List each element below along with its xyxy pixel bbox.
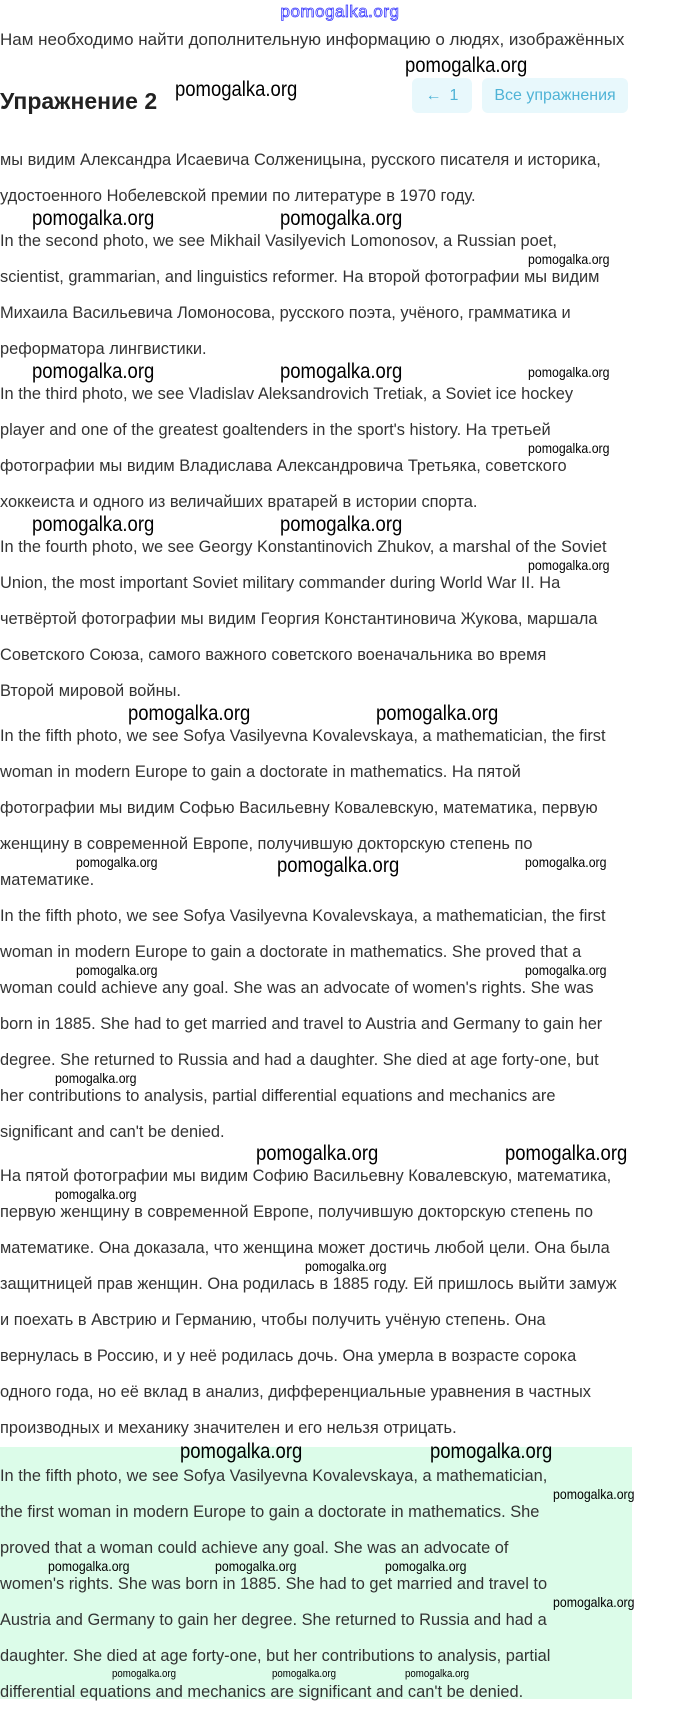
watermark: pomogalka.org <box>505 1142 628 1165</box>
text-line: player and one of the greatest goaltenders in the sport's history. На третьей <box>0 420 551 439</box>
text-line: Михаила Васильевича Ломоносова, русского поэта, учёного, грамматика и <box>0 303 571 322</box>
text-line: математике. <box>0 870 95 889</box>
text-line: daughter. She died at age forty-one, but her contributions to analysis, partial <box>0 1646 551 1665</box>
watermark: pomogalka.org <box>180 1440 303 1463</box>
text-line: реформатора лингвистики. <box>0 339 207 358</box>
text-line: одного года, но её вклад в анализ, дифференциальные уравнения в частных <box>0 1382 591 1401</box>
text-line: Union, the most important Soviet military commander during World War II. На <box>0 573 561 592</box>
text-line: первую женщину в современной Европе, получившую докторскую степень по <box>0 1202 593 1221</box>
text-line: Второй мировой войны. <box>0 681 181 700</box>
watermark: pomogalka.org <box>175 78 298 101</box>
page-title: Упражнение 2 <box>0 88 158 114</box>
watermark: pomogalka.org <box>280 207 403 230</box>
watermark: pomogalka.org <box>528 251 610 267</box>
paragraph <box>0 1158 617 1455</box>
watermark: pomogalka.org <box>528 364 610 380</box>
text-line: мы видим Александра Исаевича Солженицына, русского писателя и историка, <box>0 150 601 169</box>
watermark: pomogalka.org <box>76 854 158 870</box>
intro-text: Нам необходимо найти дополнительную информацию о людях, изображённых <box>0 30 625 49</box>
paragraph <box>0 718 606 907</box>
text-line: the first woman in modern Europe to gain a doctorate in mathematics. She <box>0 1502 540 1521</box>
watermark: pomogalka.org <box>32 360 155 383</box>
watermark: pomogalka.org <box>305 1258 387 1274</box>
paragraph <box>0 376 573 529</box>
text-line: На пятой фотографии мы видим Софию Васильевну Ковалевскую, математика, <box>0 1166 612 1185</box>
watermark: pomogalka.org <box>525 962 607 978</box>
watermark: pomogalka.org <box>385 1558 467 1574</box>
watermark: pomogalka.org <box>525 854 607 870</box>
text-line: degree. She returned to Russia and had a daughter. She died at age forty-one, but <box>0 1050 599 1069</box>
watermark: pomogalka.org <box>280 513 403 536</box>
text-line: In the fifth photo, we see Sofya Vasilyevna Kovalevskaya, a mathematician, the first <box>0 906 606 925</box>
paragraph <box>0 223 599 376</box>
text-line: и поехать в Австрию и Германию, чтобы получить учёную степень. Она <box>0 1310 546 1329</box>
watermark: pomogalka.org <box>256 1142 379 1165</box>
text-line: фотографии мы видим Софью Васильевну Ковалевскую, математика, первую <box>0 798 598 817</box>
text-line: Austria and Germany to gain her degree. She returned to Russia and had a <box>0 1610 547 1629</box>
text-line: In the fifth photo, we see Sofya Vasilyevna Kovalevskaya, a mathematician, the first <box>0 726 606 745</box>
watermark: pomogalka.org <box>48 1558 130 1574</box>
text-line: хоккеиста и одного из величайших вратарей в истории спорта. <box>0 492 478 511</box>
text-line: woman could achieve any goal. She was an advocate of women's rights. She was <box>0 978 594 997</box>
text-line: differential equations and mechanics are significant and can't be denied. <box>0 1682 524 1701</box>
watermark: pomogalka.org <box>376 702 499 725</box>
watermark: pomogalka.org <box>55 1070 137 1086</box>
text-line: производных и механику значителен и его нельзя отрицать. <box>0 1418 457 1437</box>
watermark: pomogalka.org <box>272 1668 337 1680</box>
previous-exercise-label: 1 <box>449 86 459 104</box>
watermark: pomogalka.org <box>112 1668 177 1680</box>
watermark-top: pomogalka.org <box>280 2 400 21</box>
watermark: pomogalka.org <box>32 207 155 230</box>
text-line: In the third photo, we see Vladislav Aleksandrovich Tretiak, a Soviet ice hockey <box>0 384 574 403</box>
watermark: pomogalka.org <box>215 1558 297 1574</box>
watermark: pomogalka.org <box>405 54 528 77</box>
watermark: pomogalka.org <box>528 440 610 456</box>
text-line: математике. Она доказала, что женщина может достичь любой цели. Она была <box>0 1238 610 1257</box>
text-line: In the second photo, we see Mikhail Vasilyevich Lomonosov, a Russian poet, <box>0 231 557 250</box>
text-line: защитницей прав женщин. Она родилась в 1885 году. Ей пришлось выйти замуж <box>0 1274 617 1293</box>
watermark: pomogalka.org <box>528 557 610 573</box>
arrow-left-icon: ← <box>425 86 442 104</box>
watermark: pomogalka.org <box>277 854 400 877</box>
paragraph <box>0 529 607 718</box>
text-line: фотографии мы видим Владислава Александровича Третьяка, советского <box>0 456 567 475</box>
text-line: Советского Союза, самого важного советского военачальника во время <box>0 645 547 664</box>
text-line: women's rights. She was born in 1885. She had to get married and travel to <box>0 1574 548 1593</box>
text-line: born in 1885. She had to get married and travel to Austria and Germany to gain her <box>0 1014 603 1033</box>
watermark: pomogalka.org <box>280 360 403 383</box>
watermark: pomogalka.org <box>128 702 251 725</box>
text-line: четвёртой фотографии мы видим Георгия Константиновича Жукова, маршала <box>0 609 598 628</box>
watermark: pomogalka.org <box>430 1440 553 1463</box>
watermark: pomogalka.org <box>32 513 155 536</box>
watermark: pomogalka.org <box>553 1594 635 1610</box>
all-exercises-button[interactable]: Все упражнения <box>482 78 628 113</box>
watermark: pomogalka.org <box>405 1668 470 1680</box>
watermark: pomogalka.org <box>55 1186 137 1202</box>
watermark: pomogalka.org <box>76 962 158 978</box>
text-line: woman in modern Europe to gain a doctorate in mathematics. She proved that a <box>0 942 582 961</box>
text-line: significant and can't be denied. <box>0 1122 225 1141</box>
watermark: pomogalka.org <box>553 1486 635 1502</box>
text-line: In the fifth photo, we see Sofya Vasilyevna Kovalevskaya, a mathematician, <box>0 1466 548 1485</box>
text-line: scientist, grammarian, and linguistics reformer. На второй фотографии мы видим <box>0 267 600 286</box>
text-line: In the fourth photo, we see Georgy Konstantinovich Zhukov, a marshal of the Soviet <box>0 537 607 556</box>
previous-exercise-button[interactable] <box>412 78 472 113</box>
text-line: вернулась в Россию, и у неё родилась дочь. Она умерла в возрасте сорока <box>0 1346 577 1365</box>
text-line: her contributions to analysis, partial differential equations and mechanics are <box>0 1086 556 1105</box>
text-line: proved that a woman could achieve any goal. She was an advocate of <box>0 1538 509 1557</box>
paragraph <box>0 898 606 1159</box>
text-line: удостоенного Нобелевской премии по литературе в 1970 году. <box>0 186 476 205</box>
text-line: женщину в современной Европе, получившую докторскую степень по <box>0 834 533 853</box>
text-line: woman in modern Europe to gain a doctorate in mathematics. На пятой <box>0 762 521 781</box>
